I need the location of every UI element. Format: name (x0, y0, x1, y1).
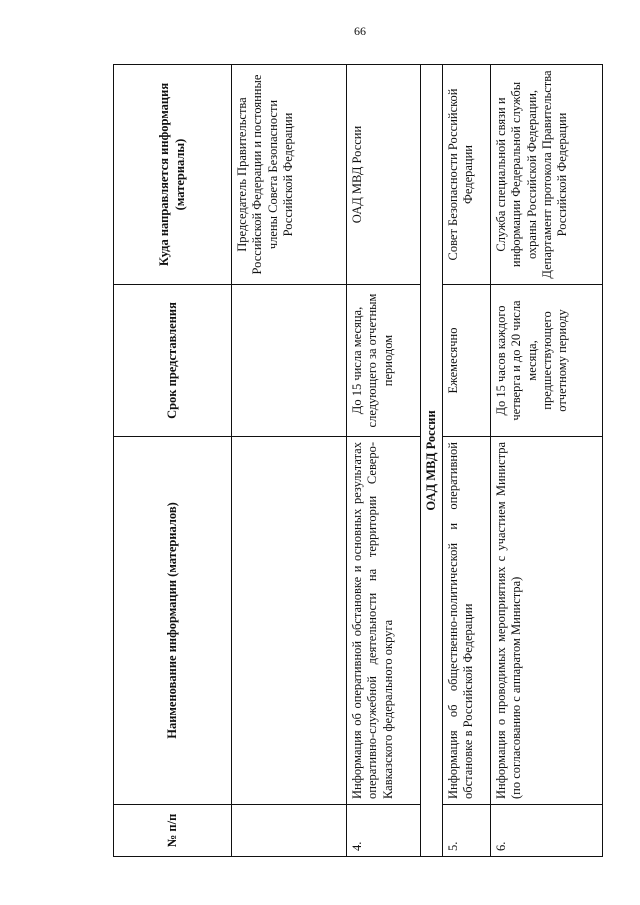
row-name: Информация об оперативной обстановке и основных результатах оперативно-служебной деятельности на территории Северо-Кавказского федерального округа (347, 437, 421, 805)
row-destination: Совет Безопасности Российской Федерации (443, 65, 491, 285)
header-term: Срок представления (114, 285, 232, 437)
table-row (347, 65, 421, 857)
header-name: Наименование информации (материалов) (114, 437, 232, 805)
rotated-table-sheet (113, 65, 602, 857)
row-destination: ОАД МВД России (347, 65, 421, 285)
section-row (421, 65, 443, 857)
row-num: 6. (491, 805, 603, 857)
row-destination: Служба специальной связи и информации Федеральной службы охраны Российской Федерации, Департамент протокола Правительства Российской Федерации (491, 65, 603, 285)
row-num: 4. (347, 805, 421, 857)
row-term: До 15 числа месяца, следующего за отчетным периодом (347, 285, 421, 437)
table-header-row (114, 65, 232, 857)
table-row (443, 65, 491, 857)
row-term (232, 285, 347, 437)
row-num: 5. (443, 805, 491, 857)
page-number: 66 (354, 24, 366, 38)
section-heading: ОАД МВД России (421, 65, 443, 857)
row-term: До 15 часов каждого четверга и до 20 числа месяца, предшествующего отчетному периоду (491, 285, 603, 437)
table-row (491, 65, 603, 857)
row-num (232, 805, 347, 857)
row-destination: Председатель Правительства Российской Федерации и постоянные члены Совета Безопасности Российской Федерации (232, 65, 347, 285)
information-table (113, 64, 603, 857)
header-destination: Куда направляется информация (материалы) (114, 65, 232, 285)
header-num: № п/п (114, 805, 232, 857)
row-term: Ежемесячно (443, 285, 491, 437)
row-name: Информация об общественно-политической и оперативной обстановке в Российской Федерации (443, 437, 491, 805)
table-row (232, 65, 347, 857)
row-name (232, 437, 347, 805)
row-name: Информация о проводимых мероприятиях с участием Министра (по согласованию с аппаратом Министра) (491, 437, 603, 805)
